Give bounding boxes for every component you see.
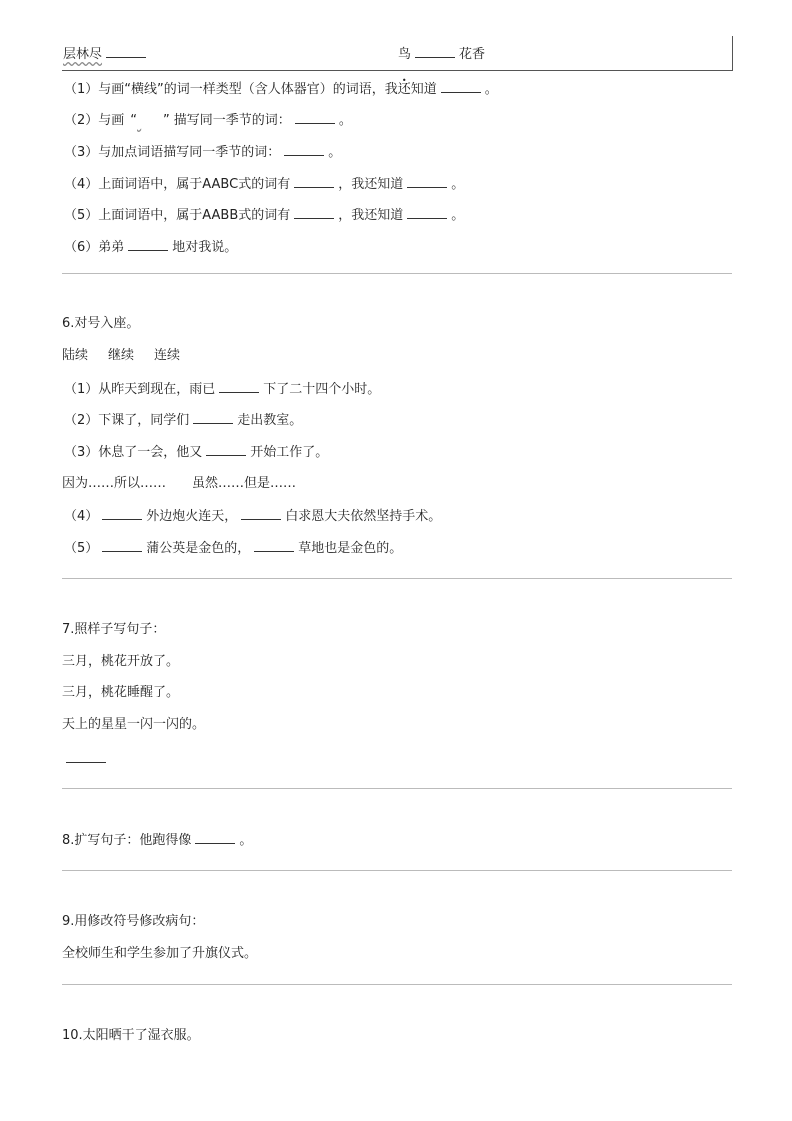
item-text: 休息了一会，他又	[98, 445, 203, 460]
conjunction-option: 因为……所以……	[62, 476, 167, 491]
answer-blank[interactable]	[102, 507, 142, 520]
q6-title: 6.对号入座。	[62, 316, 140, 331]
q8	[62, 831, 252, 850]
divider	[62, 984, 732, 985]
quote-close: ”	[163, 113, 170, 128]
q9-sentence: 全校师生和学生参加了升旗仪式。	[62, 946, 258, 961]
item-text: 走出教室。	[237, 413, 303, 428]
item-text: 弟弟	[98, 240, 125, 255]
q5-item-2	[64, 111, 352, 130]
item-number: （2）	[64, 413, 99, 428]
answer-blank[interactable]	[219, 380, 259, 393]
item-text: 上面词语中，属于AABB式的词有	[98, 208, 291, 223]
item-text: 。	[338, 113, 352, 128]
item-text: 下课了，同学们	[98, 413, 190, 428]
q10-title: 10.太阳晒干了湿衣服。	[62, 1028, 200, 1043]
item-text: 地对我说。	[172, 240, 238, 255]
q6-item-1	[64, 380, 380, 399]
answer-blank[interactable]	[195, 831, 235, 844]
item-text: 白求恩大夫依然坚持手术。	[285, 509, 442, 524]
answer-blank[interactable]	[294, 175, 334, 188]
item-text: 。	[484, 82, 498, 97]
divider	[62, 578, 732, 579]
q8-title: 8.扩写句子：他跑得像	[62, 833, 192, 848]
answer-blank[interactable]	[407, 206, 447, 219]
answer-blank[interactable]	[407, 175, 447, 188]
item-text: 与画“横线”的词一样类型（含人体器官）的词语	[98, 82, 372, 97]
item-text: 外边炮火连天，	[146, 509, 238, 524]
table-cell-right	[398, 45, 485, 64]
answer-blank[interactable]	[441, 80, 481, 93]
answer-blank[interactable]	[284, 143, 324, 156]
item-number: （1）	[64, 82, 99, 97]
item-number: （1）	[64, 382, 99, 397]
item-text: 上面词语中，属于AABC式的词有	[98, 177, 291, 192]
answer-blank[interactable]	[66, 750, 106, 763]
q6-item-2	[64, 411, 302, 430]
word-cengl injin: 层林尽	[63, 47, 103, 62]
item-text: 草地也是金色的。	[298, 541, 403, 556]
item-number: （5）	[64, 541, 99, 556]
q5-item-6	[64, 238, 237, 257]
answer-blank[interactable]	[294, 206, 334, 219]
q6-conjunction-bank	[62, 475, 296, 493]
q5-item-3	[64, 143, 341, 162]
item-text: 。	[328, 145, 342, 160]
item-text: 。	[451, 208, 465, 223]
quote-open: “	[130, 113, 138, 128]
item-number: （3）	[64, 445, 99, 460]
item-number: （2）	[64, 113, 99, 128]
q7-prompt: 天上的星星一闪一闪的。	[62, 717, 206, 732]
item-text: 与加点词语描写同一季节的词：	[98, 145, 281, 160]
q9-title: 9.用修改符号修改病句：	[62, 914, 205, 929]
divider	[62, 788, 732, 789]
q6-item-4	[64, 507, 441, 526]
item-text: 描写同一季节的词：	[173, 113, 291, 128]
q5-item-4	[64, 175, 464, 194]
table-cell-left	[63, 45, 150, 64]
word-option: 陆续	[62, 348, 89, 363]
item-text: 。	[239, 833, 253, 848]
answer-blank[interactable]	[102, 539, 142, 552]
item-number: （6）	[64, 240, 99, 255]
item-number: （3）	[64, 145, 99, 160]
answer-blank[interactable]	[295, 111, 335, 124]
item-text: 蒲公英是金色的，	[146, 541, 251, 556]
answer-blank[interactable]	[106, 45, 146, 58]
item-text: ，我还知道	[338, 177, 404, 192]
item-number: （5）	[64, 208, 99, 223]
item-number: （4）	[64, 509, 99, 524]
item-text: 开始工作了。	[250, 445, 329, 460]
word-suffix: 花香	[459, 47, 486, 62]
answer-blank[interactable]	[254, 539, 294, 552]
answer-blank[interactable]	[206, 443, 246, 456]
q6-item-3	[64, 443, 328, 462]
item-text: 从昨天到现在，雨已	[98, 382, 216, 397]
word-option: 连续	[154, 348, 181, 363]
answer-blank[interactable]	[241, 507, 281, 520]
item-text: ，我还知道	[338, 208, 404, 223]
q5-item-5	[64, 206, 464, 225]
q5-item-1	[64, 80, 498, 99]
divider	[62, 870, 732, 871]
word-option: 继续	[108, 348, 135, 363]
q7-example-2: 三月，桃花睡醒了。	[62, 685, 180, 700]
word-prefix: 鸟	[398, 47, 412, 62]
wavy-placeholder	[137, 112, 163, 130]
q7-example-1: 三月，桃花开放了。	[62, 654, 180, 669]
item-text: • ，我还知道	[372, 82, 437, 97]
q6-word-bank	[62, 347, 180, 365]
q7-title: 7.照样子写句子：	[62, 622, 166, 637]
item-text: 。	[451, 177, 465, 192]
item-text: 下了二十四个小时。	[263, 382, 381, 397]
item-number: （4）	[64, 177, 99, 192]
answer-blank[interactable]	[415, 45, 455, 58]
q6-item-5	[64, 539, 402, 558]
divider	[62, 273, 732, 274]
answer-blank[interactable]	[193, 411, 233, 424]
answer-blank[interactable]	[128, 238, 168, 251]
q7-answer	[62, 750, 110, 769]
conjunction-option: 虽然……但是……	[192, 476, 297, 491]
item-text: 与画	[98, 113, 125, 128]
